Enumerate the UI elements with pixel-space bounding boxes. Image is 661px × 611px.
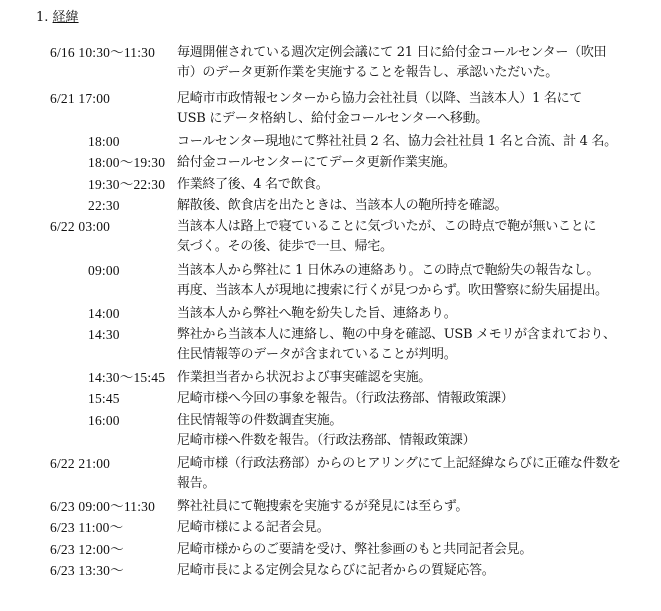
- entry-line: 当該本人は路上で寝ていることに気づいたが、この時点で鞄が無いことに: [177, 219, 597, 234]
- entry-time: 15:45: [88, 391, 120, 406]
- entry-description: [177, 89, 647, 129]
- entry-line: 解散後、飲食店を出たときは、当該本人の鞄所持を確認。: [177, 198, 508, 213]
- entry-line: USB にデータ格納し、給付金コールセンターへ移動。: [177, 111, 488, 126]
- entry-time: 18:00: [88, 134, 120, 149]
- entry-time: 6/22 21:00: [50, 456, 111, 471]
- entry-line: 尼崎市様（行政法務部）からのヒアリングにて上記経緯ならびに正確な件数を: [177, 456, 621, 471]
- entry-description: [177, 518, 647, 538]
- entry-time: 6/23 12:00～: [50, 542, 124, 557]
- entry-description: [177, 43, 647, 83]
- entry-description: [177, 175, 647, 195]
- entry-description: [177, 561, 647, 581]
- entry-line: 弊社社員にて鞄捜索を実施するが発見には至らず。: [177, 499, 469, 514]
- entry-description: [177, 411, 647, 451]
- entry-time: 6/22 03:00: [50, 219, 111, 234]
- entry-line: 作業終了後、4 名で飲食。: [177, 177, 329, 192]
- entry-description: [177, 304, 647, 324]
- entry-time: 6/23 11:00～: [50, 520, 124, 535]
- entry-line: 尼崎市様へ件数を報告。（行政法務部、情報政策課）: [177, 433, 476, 448]
- entry-description: [177, 261, 647, 301]
- entry-line: 尼崎市様からのご要請を受け、弊社参画のもと共同記者会見。: [177, 542, 533, 557]
- entry-time: 18:00～19:30: [88, 155, 166, 170]
- entry-description: [177, 540, 647, 560]
- entry-line: 当該本人から弊社へ鞄を紛失した旨、連絡あり。: [177, 306, 457, 321]
- entry-description: [177, 217, 647, 257]
- entry-description: [177, 454, 647, 494]
- section-title: 経緯: [52, 10, 79, 25]
- entry-line: 気づく。その後、徒歩で一旦、帰宅。: [177, 239, 393, 254]
- entry-line: コールセンター現地にて弊社社員 2 名、協力会社社員 1 名と合流、計 4 名。: [177, 134, 617, 149]
- entry-line: 住民情報等のデータが含まれていることが判明。: [177, 347, 457, 362]
- entry-description: [177, 325, 647, 365]
- entry-line: 市）のデータ更新作業を実施することを報告し、承認いただいた。: [177, 65, 559, 80]
- entry-time: 6/21 17:00: [50, 91, 111, 106]
- entry-description: [177, 497, 647, 517]
- entry-line: 給付金コールセンターにてデータ更新作業実施。: [177, 155, 456, 170]
- entry-time: 14:30: [88, 327, 120, 342]
- entry-line: 再度、当該本人が現地に捜索に行くが見つからず。吹田警察に紛失届提出。: [177, 283, 608, 298]
- entry-time: 09:00: [88, 263, 120, 278]
- entry-line: 尼崎市長による定例会見ならびに記者からの質疑応答。: [177, 563, 495, 578]
- entry-time: 14:00: [88, 306, 120, 321]
- entry-time: 6/16 10:30～11:30: [50, 45, 156, 60]
- entry-description: [177, 389, 647, 409]
- entry-line: 住民情報等の件数調査実施。: [177, 413, 343, 428]
- entry-description: [177, 196, 647, 216]
- entry-time: 6/23 13:30～: [50, 563, 124, 578]
- entry-line: 尼崎市様による記者会見。: [177, 520, 330, 535]
- entry-line: 作業担当者から状況および事実確認を実施。: [177, 370, 432, 385]
- section-heading: [36, 8, 79, 28]
- entry-description: [177, 132, 647, 152]
- entry-time: 22:30: [88, 198, 120, 213]
- entry-line: 毎週開催されている週次定例会議にて 21 日に給付金コールセンター（吹田: [177, 45, 607, 60]
- entry-line: 弊社から当該本人に連絡し、鞄の中身を確認、USB メモリが含まれており、: [177, 327, 616, 342]
- entry-time: 19:30～22:30: [88, 177, 166, 192]
- entry-line: 当該本人から弊社に 1 日休みの連絡あり。この時点で鞄紛失の報告なし。: [177, 263, 600, 278]
- entry-time: 16:00: [88, 413, 120, 428]
- entry-line: 尼崎市市政情報センターから協力会社社員（以降、当該本人）1 名にて: [177, 91, 582, 106]
- section-number: 1.: [36, 10, 49, 25]
- entry-description: [177, 368, 647, 388]
- entry-line: 報告。: [177, 476, 216, 491]
- entry-line: 尼崎市様へ今回の事象を報告。（行政法務部、情報政策課）: [177, 391, 514, 406]
- entry-description: [177, 153, 647, 173]
- entry-time: 6/23 09:00～11:30: [50, 499, 156, 514]
- entry-time: 14:30～15:45: [88, 370, 166, 385]
